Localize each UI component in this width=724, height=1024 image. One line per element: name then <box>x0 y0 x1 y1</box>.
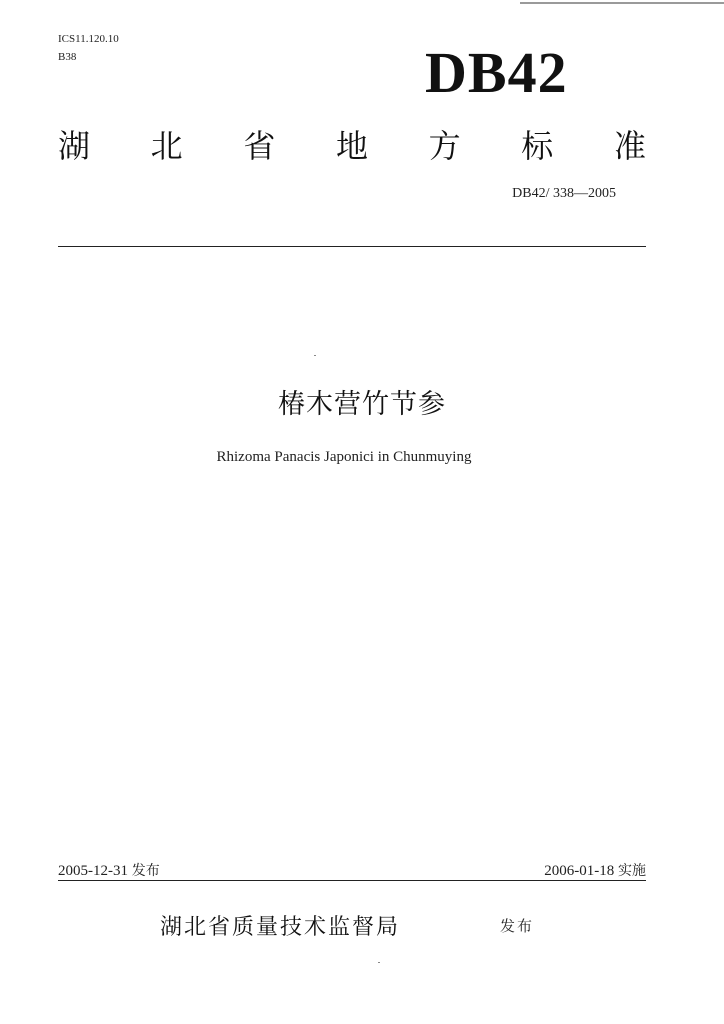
standard-number: DB42/ 338—2005 <box>512 186 616 201</box>
region-code: DB42 <box>425 40 568 105</box>
standard-type-char: 准 <box>613 127 646 165</box>
ics-code: ICS11.120.10 <box>58 33 119 45</box>
standard-type-char: 省 <box>243 127 276 165</box>
class-code: B38 <box>58 51 77 63</box>
issuer-suffix: 发布 <box>500 917 535 935</box>
issuing-authority: 湖北省质量技术监督局 <box>160 915 401 940</box>
standard-type-char: 湖 <box>58 127 91 165</box>
issue-label: 发布 <box>131 863 160 879</box>
effective-label: 实施 <box>618 863 646 879</box>
standard-type-char: 北 <box>150 127 183 165</box>
scan-speck <box>314 355 316 356</box>
document-title-chinese: 椿木营竹节参 <box>278 389 446 420</box>
document-title-english: Rhizoma Panacis Japonici in Chunmuying <box>216 449 472 465</box>
standard-type-char: 标 <box>521 127 554 165</box>
footer-divider <box>58 880 646 881</box>
effective-date: 2006-01-18 <box>544 863 615 879</box>
issue-date-line <box>58 860 160 880</box>
scan-speck <box>378 962 380 963</box>
classification-codes <box>58 30 119 66</box>
standard-type-char: 方 <box>428 127 461 165</box>
issue-date: 2005-12-31 <box>58 863 128 879</box>
standard-type-title <box>58 124 646 168</box>
effective-date-line <box>544 860 646 880</box>
scan-edge-line <box>520 2 724 4</box>
header-divider <box>58 246 646 247</box>
standard-type-char: 地 <box>335 127 368 165</box>
